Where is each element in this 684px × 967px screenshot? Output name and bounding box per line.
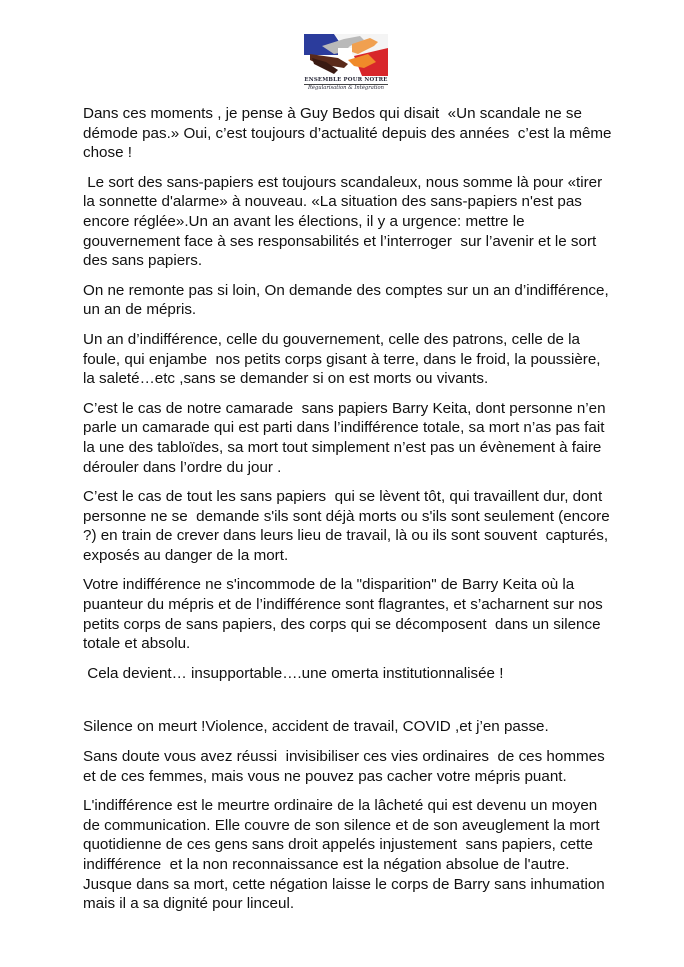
text-line: parle un camarade qui est parti dans l’indifférence totale, sa mort n’as pas fait (83, 419, 605, 437)
text-line: quotidienne de ces gens sans droit appelés injustement sans papiers, cette (83, 836, 593, 854)
text-line: L'indifférence est le meurtre ordinaire de la lâcheté qui est devenu un moyen (83, 797, 598, 815)
text-line: Le sort des sans-papiers est toujours scandaleux, nous somme là pour «tirer (83, 173, 603, 191)
text-line: chose ! (83, 144, 132, 162)
text-line: On ne remonte pas si loin, On demande des comptes sur un an d’indifférence, (83, 281, 609, 299)
text-line: Un an d’indifférence, celle du gouvernement, celle des patrons, celle de la (83, 330, 580, 348)
text-line: gouvernement face à ses responsabilités et l’interroger sur l’avenir et le sort (83, 232, 597, 250)
text-line: un an de mépris. (83, 301, 197, 319)
paragraph-un-an-d-indifference (83, 330, 623, 389)
text-line: Silence on meurt !Violence, accident de travail, COVID ,et j’en passe. (83, 718, 549, 736)
text-line: personne ne se demande s'ils sont déjà morts ou s'ils sont seulement (encore (83, 507, 610, 525)
text-line: Sans doute vous avez réussi invisibiliser ces vies ordinaires de ces hommes (83, 748, 605, 766)
paragraph-votre-indifference (83, 575, 623, 653)
text-line: de communication. Elle couvre de son silence et de son aveuglement la mort (83, 816, 600, 834)
text-line: démode pas.» Oui, c’est toujours d’actualité depuis des années c’est la même (83, 124, 612, 142)
text-line: des sans papiers. (83, 252, 203, 270)
text-line: la sonnette d'alarme» à nouveau. «La situation des sans-papiers n'est pas (83, 193, 582, 211)
text-line: la une des tabloïdes, sa mort tout simplement n’est pas un évènement à faire (83, 438, 602, 456)
text-line: Votre indifférence ne s'incommode de la "disparition" de Barry Keita où la (83, 576, 575, 594)
logo-white-centre (338, 48, 352, 58)
text-line: Cela devient… insupportable….une omerta institutionnalisée ! (83, 664, 504, 682)
paragraph-tout-les-sans-papiers (83, 487, 623, 565)
text-line: la saleté…etc ,sans se demander si on est morts ou vivants. (83, 370, 489, 388)
text-line: mais il a sa dignité pour linceul. (83, 895, 295, 913)
text-line: Jusque dans sa mort, cette négation laisse le corps de Barry sans inhumation (83, 875, 605, 893)
logo-subtitle: Régularisation & Intégration (307, 85, 385, 91)
clasped-hands-flag-icon (304, 34, 388, 76)
paragraph-on-ne-remonte-pas (83, 281, 623, 320)
text-line: C’est le cas de notre camarade sans papiers Barry Keita, dont personne n’en (83, 399, 606, 417)
paragraph-guy-bedos (83, 104, 623, 163)
text-line: indifférence et la non reconnaissance est la négation absolue de l'autre. (83, 856, 570, 873)
text-line: dérouler dans l’ordre du jour . (83, 458, 282, 476)
text-line: petits corps de sans papiers, des corps qui se décomposent dans un silence (83, 615, 601, 633)
text-line: C’est le cas de tout les sans papiers qui se lèvent tôt, qui travaillent dur, dont (83, 488, 603, 506)
paragraph-sort-des-sans-papiers (83, 173, 623, 271)
paragraph-meurtre-ordinaire (83, 796, 623, 914)
document-body (83, 104, 623, 924)
organization-logo (304, 34, 388, 96)
paragraph-invisibiliser (83, 747, 623, 786)
text-line: encore réglée».Un an avant les élections, il y a urgence: mettre le (83, 212, 525, 230)
paragraph-silence-on-meurt (83, 717, 623, 737)
logo-title: ENSEMBLE POUR NOTRE (304, 77, 388, 83)
text-line: puanteur du mépris et de l’indifférence sont flagrantes, et s’acharnent sur nos (83, 596, 603, 614)
text-line: totale et absolu. (83, 635, 191, 653)
paragraph-omerta (83, 664, 623, 684)
text-line: ?) en train de crever dans leurs lieu de travail, là ou ils sont souvent capturés, (83, 527, 609, 545)
paragraph-barry-keita (83, 399, 623, 477)
text-line: exposés au danger de la mort. (83, 546, 289, 564)
text-line: et de ces femmes, mais vous ne pouvez pas cacher votre mépris puant. (83, 767, 567, 785)
text-line: foule, qui enjambe nos petits corps gisant à terre, dans le froid, la poussière, (83, 350, 601, 368)
text-line: Dans ces moments , je pense à Guy Bedos qui disait «Un scandale ne se (83, 105, 582, 122)
